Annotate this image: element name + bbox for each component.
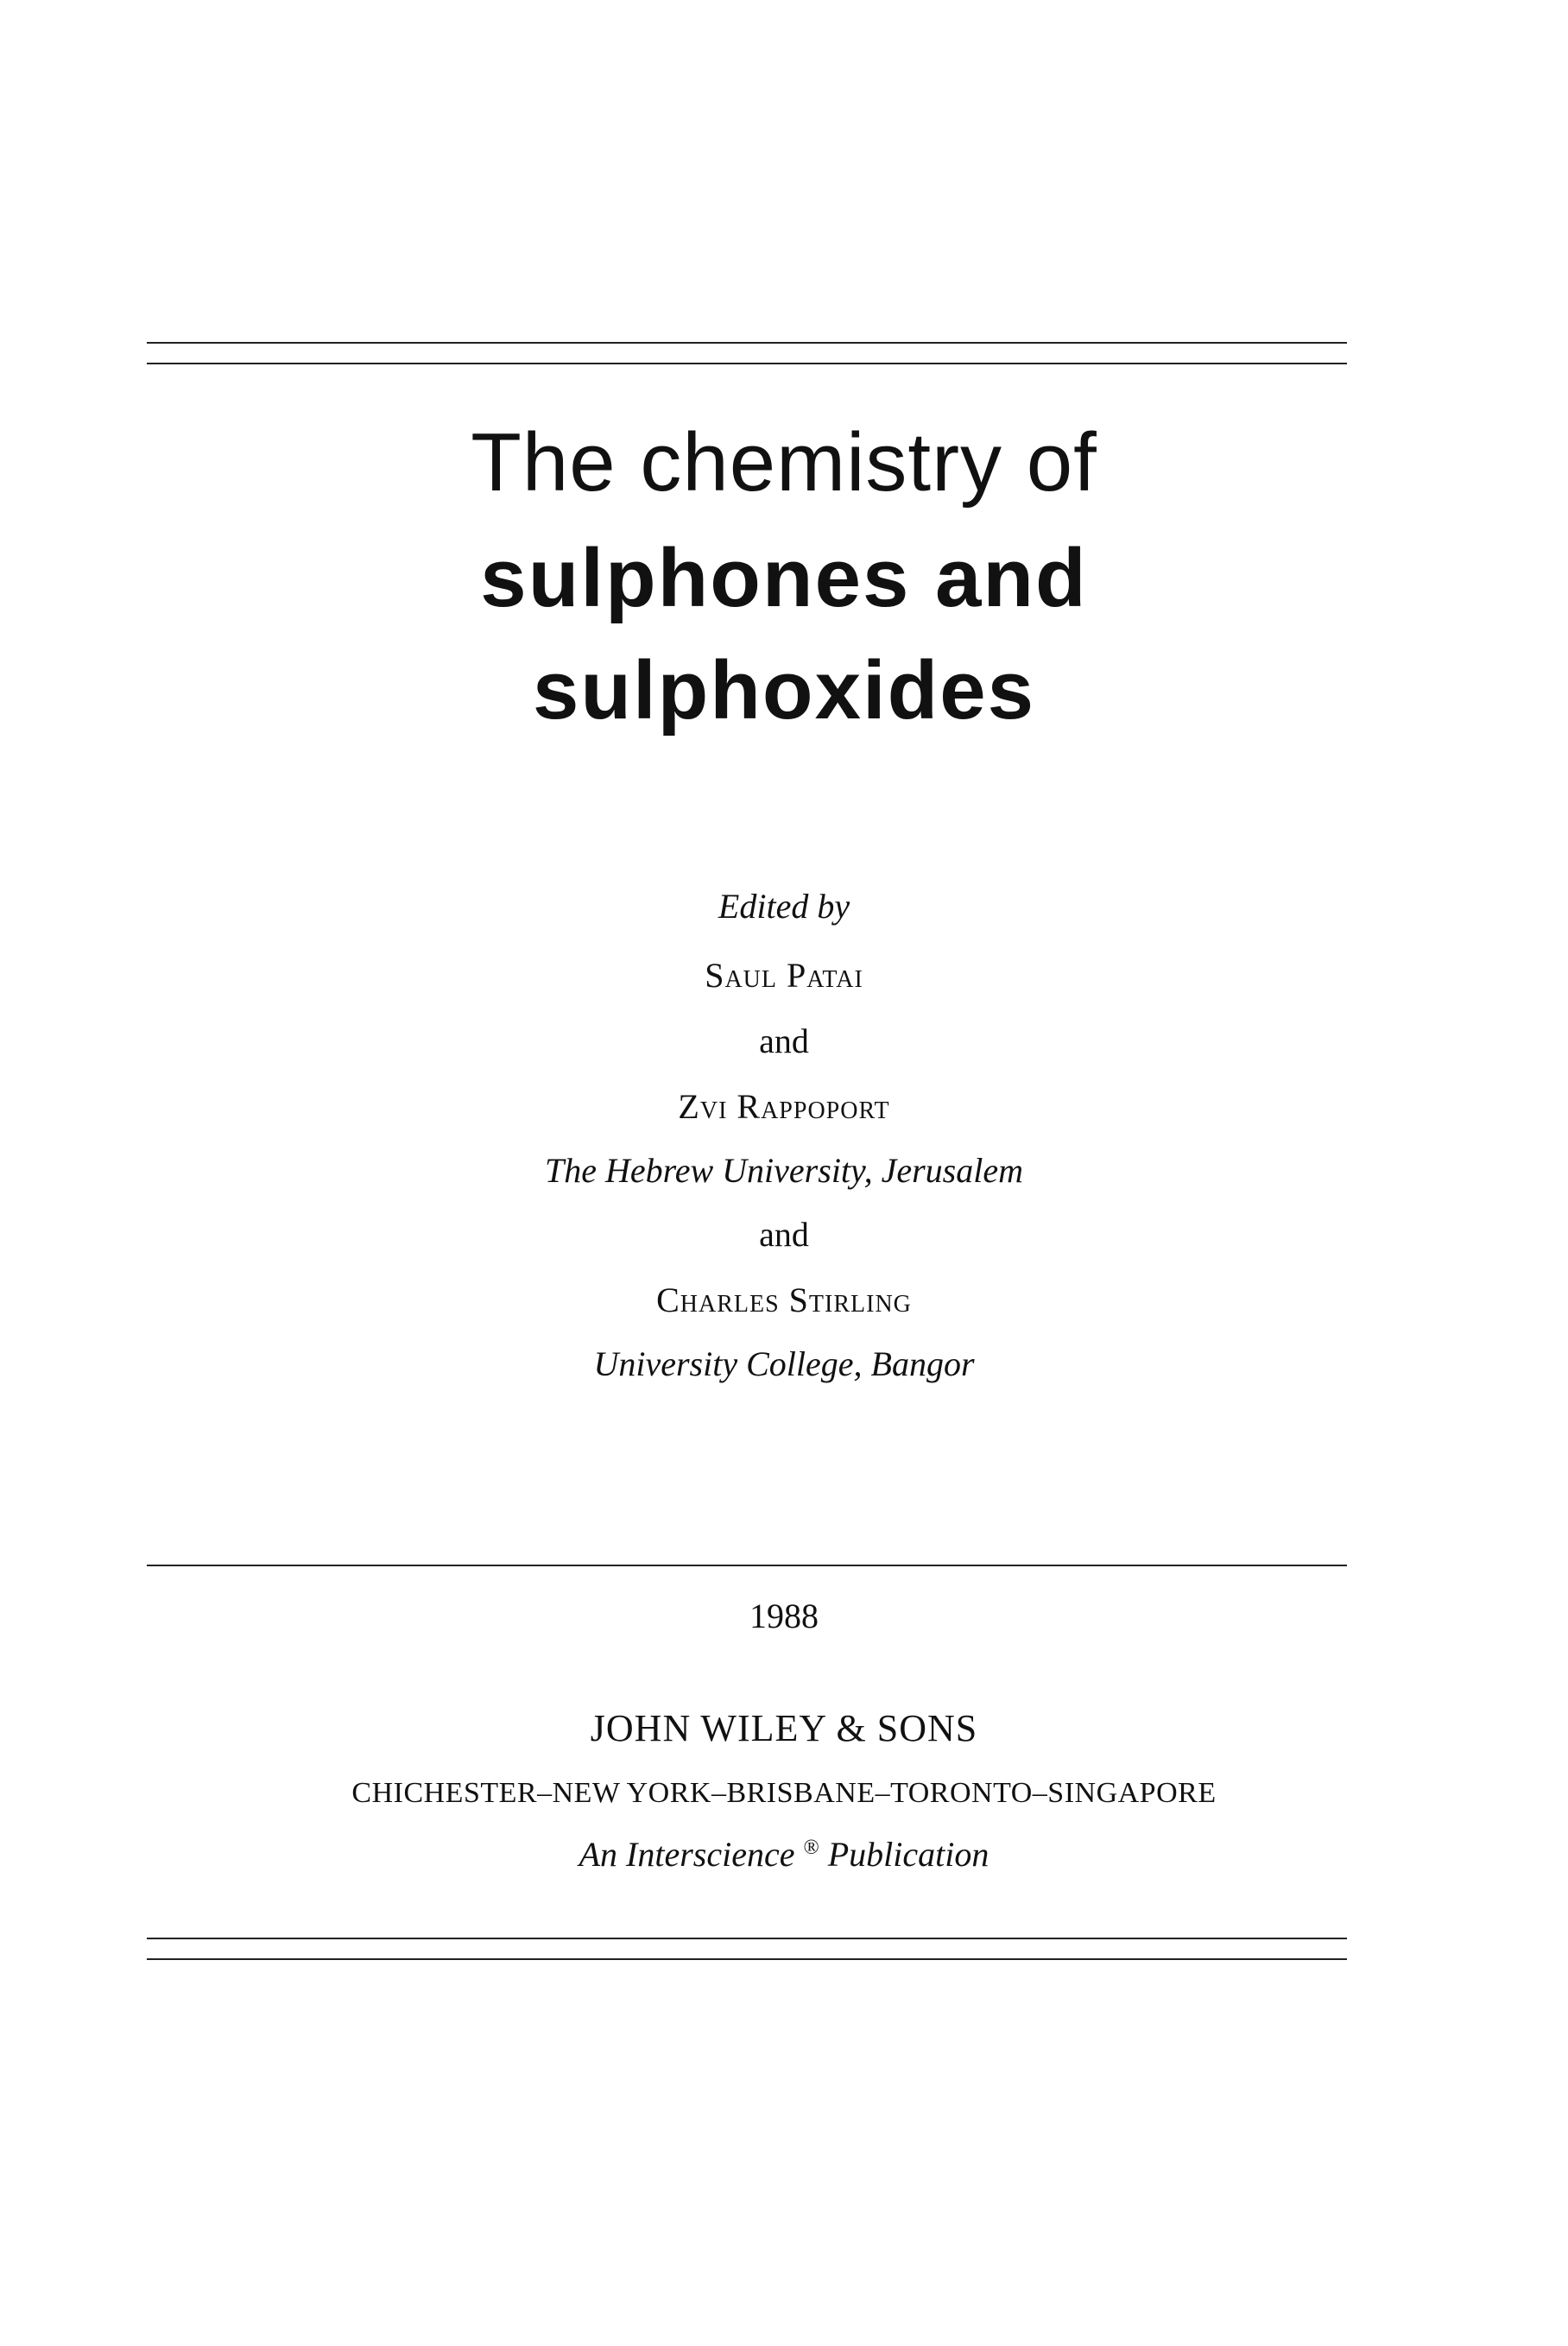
affiliation-hebrew-university: The Hebrew University, Jerusalem xyxy=(545,1151,1023,1190)
publisher-name: JOHN WILEY & SONS xyxy=(590,1707,978,1749)
series-suffix: Publication xyxy=(827,1835,989,1874)
bottom-rule-2 xyxy=(147,1958,1347,1960)
registered-mark: ® xyxy=(803,1837,819,1859)
series-prefix: An Interscience xyxy=(579,1835,795,1874)
editor-zvi-rappoport: Zvi Rappoport xyxy=(678,1087,890,1126)
middle-rule xyxy=(147,1565,1347,1566)
publisher-cities: CHICHESTER–NEW YORK–BRISBANE–TORONTO–SINGAPORE xyxy=(351,1777,1217,1809)
editor-saul-patai: Saul Patai xyxy=(705,956,863,995)
title-line-1: The chemistry of xyxy=(471,416,1097,509)
title-line-3: sulphoxides xyxy=(532,644,1036,737)
series-line xyxy=(0,1837,1568,1872)
publication-year: 1988 xyxy=(749,1597,819,1635)
top-rule-2 xyxy=(147,363,1347,364)
edited-by: Edited by xyxy=(718,887,850,926)
bottom-rule-1 xyxy=(147,1938,1347,1939)
title-line-2: sulphones and xyxy=(480,532,1088,624)
affiliation-university-college: University College, Bangor xyxy=(593,1344,975,1383)
and-separator-1: and xyxy=(759,1021,809,1060)
top-rule-1 xyxy=(147,342,1347,344)
and-separator-2: and xyxy=(759,1215,809,1254)
editor-charles-stirling: Charles Stirling xyxy=(656,1280,912,1319)
